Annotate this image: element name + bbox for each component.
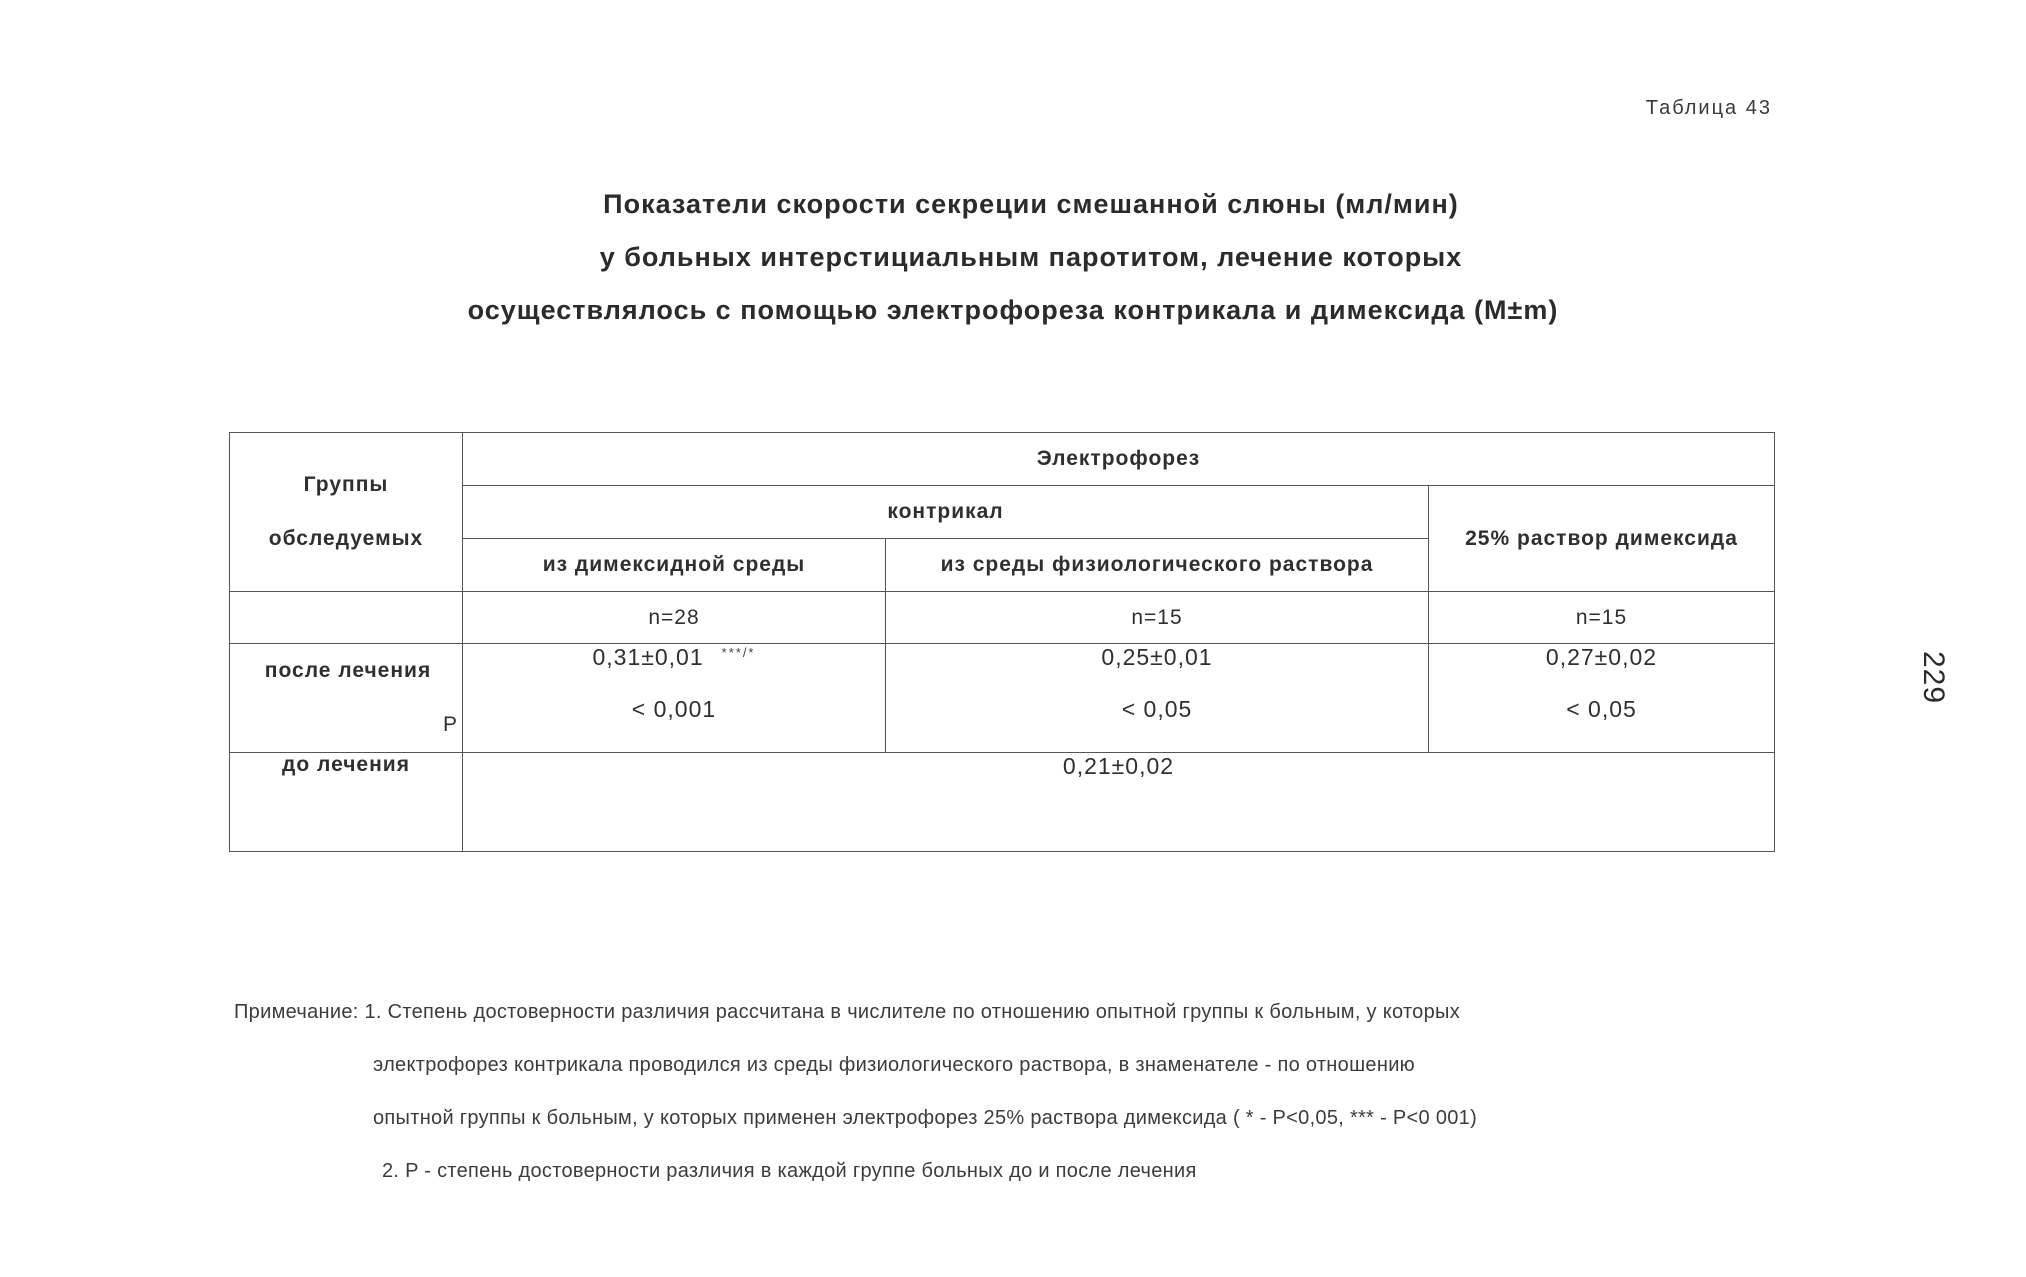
saline-medium-header: из среды физиологического раствора [886,539,1429,592]
note-line-4: 2. P - степень достоверности различия в каждой группе больных до и после лечения [382,1160,1197,1182]
table-label: Таблица 43 [1645,97,1772,119]
dimexide-solution-header: 25% раствор димексида [1429,486,1775,592]
after-treatment-value-dimexide [463,644,886,696]
title-line-3: осуществлялось с помощью электрофореза контрикала и димексида (M±m) [467,295,1559,325]
table-title [0,178,2026,337]
n-value: n=28 [463,592,886,644]
groups-header: Группы обследуемых [230,433,463,592]
before-treatment-value: 0,21±0,02 [463,753,1775,852]
p-label: P [442,713,458,736]
n-value: n=15 [886,592,1429,644]
page-number: 229 [1917,651,1950,705]
after-treatment-row [230,644,1775,696]
note-line-1: Примечание: 1. Степень достоверности различия рассчитана в числителе по отношению опытной группы к больным, у которых [234,1001,1461,1023]
notes [234,986,1477,1198]
note-line-3: опытной группы к больным, у которых применен электрофорез 25% раствора димексида ( * - P<0,05, *** - P<0 001) [373,1107,1478,1129]
title-line-1: Показатели скорости секреции смешанной слюны (мл/мин) [603,189,1459,219]
title-line-2: у больных интерстициальным паротитом, лечение которых [599,242,1463,272]
contrical-header: контрикал [463,486,1429,539]
after-treatment-value-dimexide-solution: 0,27±0,02 [1429,644,1775,696]
before-treatment-row [230,753,1775,852]
after-treatment-text: после лечения [264,659,432,682]
table-header-row-1 [230,433,1775,486]
p-value: < 0,001 [463,696,886,753]
n-row [230,592,1775,644]
p-value: < 0,05 [886,696,1429,753]
n-value: n=15 [1429,592,1775,644]
n-row-empty-cell [230,592,463,644]
before-treatment-label: до лечения [230,753,463,852]
p-value: < 0,05 [1429,696,1775,753]
after-treatment-value-saline: 0,25±0,01 [886,644,1429,696]
dimexide-medium-header: из димексидной среды [463,539,886,592]
data-table [229,432,1775,852]
note-line-2: электрофорез контрикала проводился из среды физиологического раствора, в знаменателе - по отношению [373,1054,1415,1076]
electrophoresis-header: Электрофорез [463,433,1775,486]
after-treatment-value: 0,31±0,01 [592,644,704,670]
significance-marker: ***/* [721,645,756,660]
after-treatment-label [230,644,463,753]
